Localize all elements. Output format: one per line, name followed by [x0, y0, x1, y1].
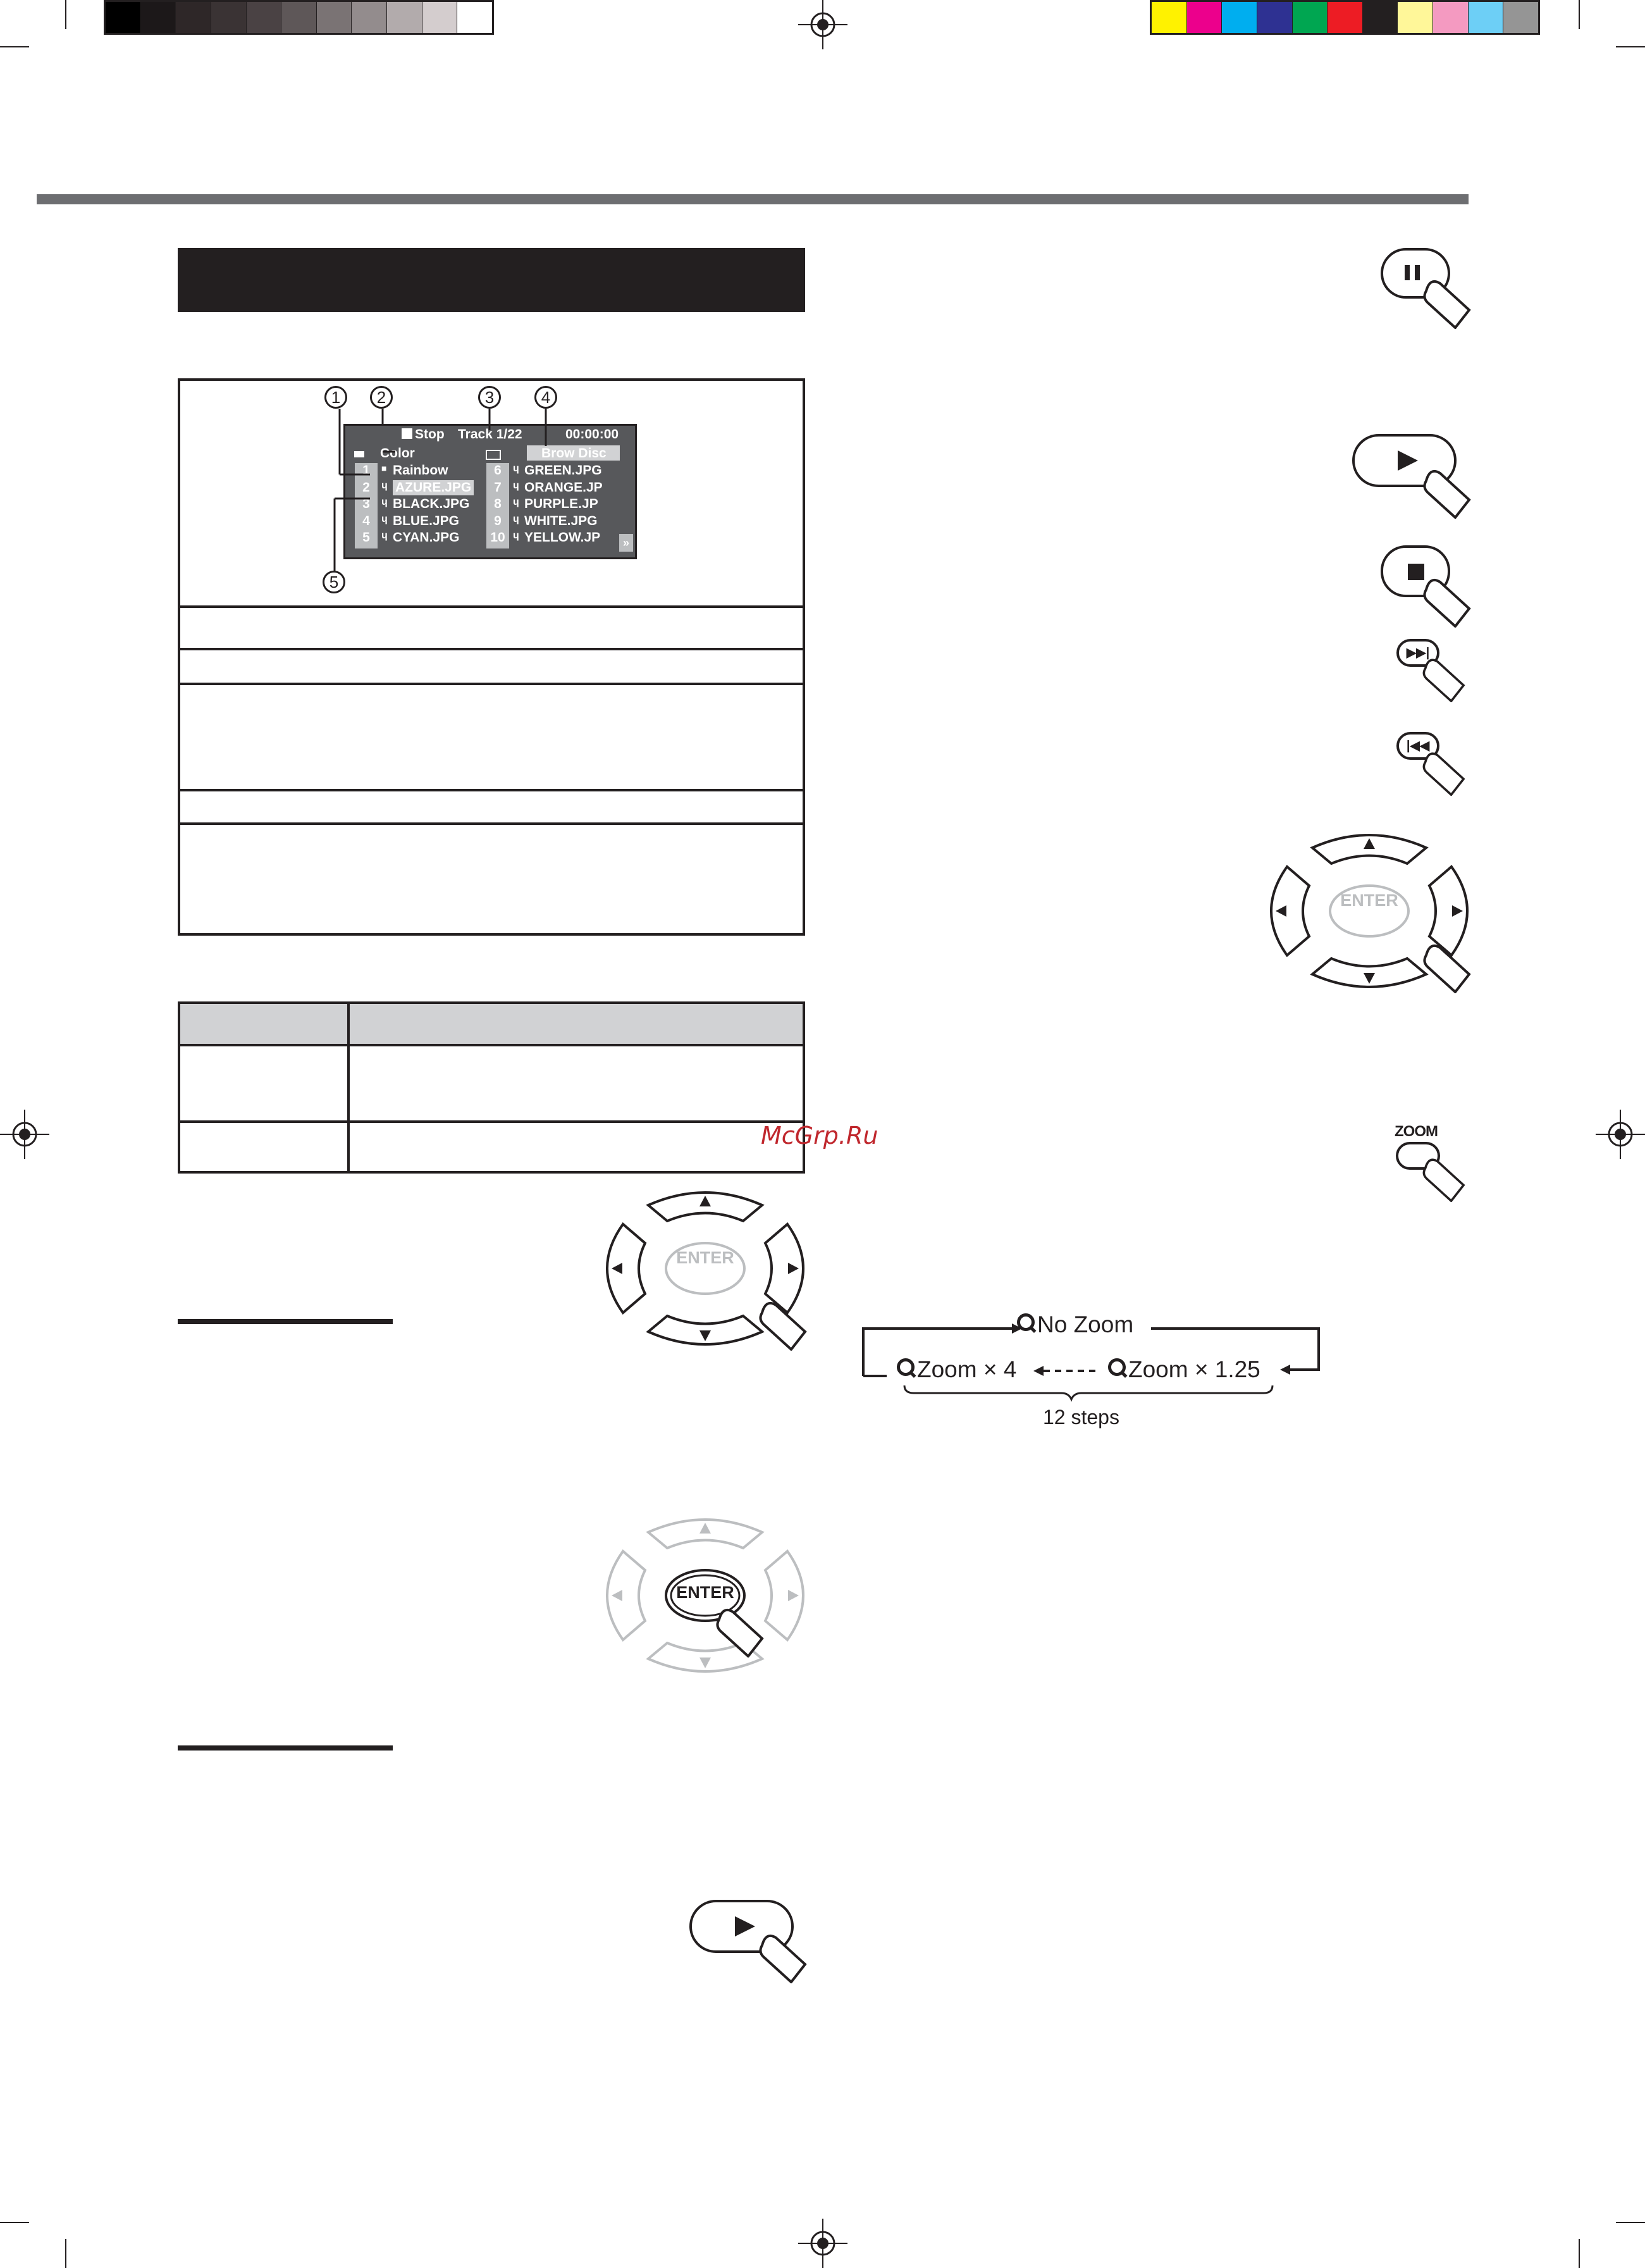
subsection-rule [178, 1745, 393, 1751]
color-swatch [211, 2, 246, 33]
color-swatch [1503, 2, 1538, 33]
color-swatch [422, 2, 457, 33]
color-swatch [1397, 2, 1432, 33]
list-item-number: 8 [494, 497, 502, 511]
color-swatch [1327, 2, 1362, 33]
finger-icon [1419, 462, 1476, 519]
table-header-cell [350, 1004, 803, 1044]
list-item-number: 10 [490, 530, 505, 545]
list-item-label: ORANGE.JP [524, 480, 603, 495]
color-swatch [1362, 2, 1398, 33]
color-swatch [140, 2, 176, 33]
color-swatch [316, 2, 352, 33]
finger-icon [1419, 571, 1476, 628]
list-item-label: BLACK.JPG [393, 497, 470, 511]
finger-icon [755, 1294, 811, 1351]
table-divider [347, 1001, 350, 1174]
color-bar-left [104, 0, 494, 35]
finger-icon [712, 1601, 768, 1658]
table-divider [178, 1120, 805, 1123]
next-icon: ▶▶| [1406, 646, 1430, 660]
list-item-label: PURPLE.JP [524, 497, 598, 511]
list-item-number: 3 [362, 497, 370, 511]
list-item-label: AZURE.JPG [393, 480, 474, 495]
jpeg-file-icon: ɥ [381, 513, 388, 524]
time-text: 00:00:00 [565, 427, 619, 442]
color-swatch [281, 2, 316, 33]
zoom-no-zoom: No Zoom [1017, 1311, 1133, 1338]
list-item-number: 9 [494, 513, 502, 528]
box-divider [178, 789, 805, 791]
box-divider [178, 683, 805, 685]
callout-1: 1 [324, 386, 347, 409]
color-swatch [1221, 2, 1257, 33]
box-divider [178, 605, 805, 608]
finger-icon [1419, 652, 1469, 702]
table-divider [178, 1044, 805, 1046]
enter-button[interactable]: ENTER [1340, 891, 1398, 910]
current-folder: Color [380, 446, 415, 461]
magnifier-icon [1108, 1358, 1126, 1376]
previous-icon: |◀◀ [1406, 739, 1430, 753]
color-swatch [246, 2, 281, 33]
zoom-label: ZOOM [1395, 1123, 1438, 1140]
registration-target-icon [1596, 1110, 1645, 1159]
box-divider [178, 822, 805, 825]
crop-mark [65, 2239, 66, 2268]
list-item-number: 1 [362, 463, 370, 478]
jpeg-file-icon: ɥ [513, 463, 519, 474]
color-swatch [457, 2, 492, 33]
crop-mark [1616, 46, 1645, 47]
registration-target-icon [798, 2219, 847, 2268]
next-page-icon[interactable]: » [619, 534, 633, 552]
color-swatch [1257, 2, 1292, 33]
list-item-number: 7 [494, 480, 502, 495]
jpeg-file-icon: ɥ [513, 513, 519, 524]
status-text: Stop [415, 427, 445, 442]
crop-mark [0, 46, 29, 47]
jpeg-file-icon: ɥ [513, 497, 519, 507]
crop-mark [1616, 2222, 1645, 2223]
header-rule [37, 194, 1469, 204]
jpeg-file-icon: ɥ [381, 530, 388, 541]
list-item-number: 2 [362, 480, 370, 495]
registration-target-icon [0, 1110, 49, 1159]
color-swatch [386, 2, 422, 33]
color-swatch [1152, 2, 1186, 33]
section-title-bar [178, 248, 805, 312]
track-text: Track 1/22 [458, 427, 522, 442]
list-item-label: CYAN.JPG [393, 530, 460, 545]
enter-button-pressed[interactable]: ENTER [676, 1583, 734, 1602]
color-swatch [1186, 2, 1222, 33]
color-swatch [1432, 2, 1468, 33]
callout-3: 3 [478, 386, 501, 409]
play-icon [735, 1916, 755, 1936]
color-swatch [106, 2, 140, 33]
pause-icon [1405, 265, 1410, 280]
table-header-cell [180, 1004, 347, 1044]
color-swatch [175, 2, 211, 33]
crop-mark [0, 2222, 29, 2223]
crop-mark [65, 0, 66, 29]
color-swatch [1292, 2, 1328, 33]
box-divider [178, 648, 805, 650]
zoom-x125: Zoom × 1.25 [1108, 1356, 1260, 1383]
list-item-label: WHITE.JPG [524, 513, 598, 528]
finger-icon [1419, 745, 1469, 796]
callout-4: 4 [534, 386, 557, 409]
folder-icon: ■ [381, 463, 387, 473]
watermark: McGrp.Ru [761, 1122, 878, 1149]
list-item-number: 4 [362, 513, 370, 528]
list-item-label: Rainbow [393, 463, 448, 478]
enter-button[interactable]: ENTER [676, 1248, 734, 1267]
callout-5: 5 [323, 571, 345, 593]
play-icon [1398, 450, 1418, 471]
list-item-label: GREEN.JPG [524, 463, 602, 478]
color-bar-right [1150, 0, 1540, 35]
mode-text: Brow Disc [541, 446, 607, 461]
zoom-steps: 12 steps [1043, 1406, 1119, 1428]
zoom-x4: Zoom × 4 [897, 1356, 1016, 1383]
magnifier-icon [897, 1358, 915, 1376]
magnifier-icon [1017, 1313, 1035, 1331]
finger-icon [1419, 1151, 1469, 1202]
jpeg-file-icon: ɥ [381, 497, 388, 507]
jpeg-file-icon: ɥ [513, 530, 519, 541]
jpeg-file-icon: ɥ [513, 480, 519, 491]
list-item-number: 6 [494, 463, 502, 478]
list-item-label: YELLOW.JP [524, 530, 601, 545]
list-item-number: 5 [362, 530, 370, 545]
callout-leader-lines [323, 386, 563, 601]
callout-2: 2 [370, 386, 393, 409]
finger-icon [1419, 936, 1476, 993]
color-swatch [1468, 2, 1503, 33]
registration-target-icon [798, 0, 847, 49]
finger-icon [1419, 272, 1476, 329]
list-item-label: BLUE.JPG [393, 513, 460, 528]
crop-mark [1579, 2239, 1580, 2268]
finger-icon [755, 1926, 811, 1983]
color-swatch [351, 2, 386, 33]
subsection-rule [178, 1319, 393, 1324]
jpeg-file-icon: ɥ [381, 480, 388, 491]
crop-mark [1579, 0, 1580, 29]
